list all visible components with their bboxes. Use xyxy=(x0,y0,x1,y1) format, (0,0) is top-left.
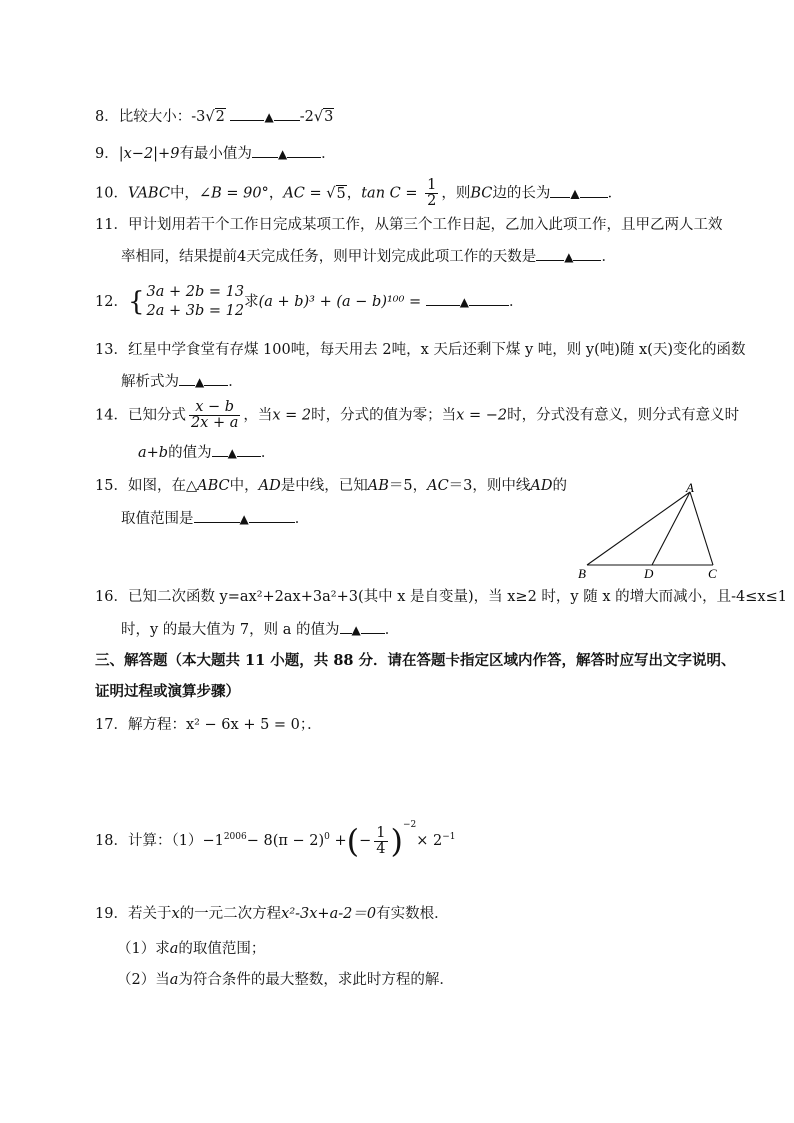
answer-blank[interactable] xyxy=(252,143,278,158)
q11: 11．甲计划用若干个工作日完成某项工作，从第三个工作日起，乙加入此项工作，且甲乙两人工效 xyxy=(95,217,723,233)
q15-line2: 取值范围是 ▲ ． xyxy=(121,508,309,529)
answer-blank[interactable] xyxy=(194,508,240,523)
q16: 16．已知二次函数 y=ax²+2ax+3a²+3(其中 x 是自变量)，当 x≥2 时，y 随 x 的增大而减小，且-4≤x≤1 xyxy=(95,589,787,605)
side-ac xyxy=(690,492,713,565)
q19: 19．若关于x的一元二次方程x²-3x+a-2＝0有实数根． xyxy=(95,906,449,922)
label-a: A xyxy=(686,480,694,495)
answer-blank[interactable] xyxy=(179,371,195,386)
q16-line2: 时，y 的最大值为 7，则 a 的值为 ▲ ． xyxy=(121,619,399,640)
equation-system: 3a + 2b = 13 2a + 3b = 12 xyxy=(146,284,245,319)
fraction: $\frac{1}{4}$ xyxy=(376,824,386,857)
answer-blank[interactable] xyxy=(230,106,264,121)
triangle-figure xyxy=(575,480,725,580)
section-heading-line2: 证明过程或演算步骤） xyxy=(95,683,240,700)
q18: 18．计算：$(1)-1^{2006}- 8(\pi - 2)^0$ +(− $\frac{1}{4}$ )$^{-2}\times 2^{-1}$ xyxy=(95,820,456,860)
q17: 17．解方程：x² − 6x + 5 = 0；． xyxy=(95,717,322,733)
answer-blank[interactable] xyxy=(212,442,228,457)
q19-sub1: （1）求a的取值范围； xyxy=(117,941,266,957)
section-heading: 三、解答题（本大题共 11 小题，共 88 分．请在答题卡指定区域内作答，解答时应写出文字说明、 xyxy=(95,652,736,669)
label-c: C xyxy=(708,566,717,580)
q11-line2: 率相同，结果提前4天完成任务，则甲计划完成此项工作的天数是 ▲ ． xyxy=(121,246,616,267)
q10: 10．VABC中，∠B = 90°，AC = √5，tan C = $\frac{1}{2}$ ，则BC边的长为 ▲ ． xyxy=(95,177,623,209)
q13-line2: 解析式为 ▲ ． xyxy=(121,371,243,392)
fraction: $\frac{1}{2}$ xyxy=(427,177,437,209)
answer-blank[interactable] xyxy=(550,183,570,198)
fraction: $\frac{x - b}{2x + a}$ xyxy=(190,399,239,431)
median-ad xyxy=(652,492,690,565)
q13: 13．红星中学食堂有存煤 100吨，每天用去 2吨，x 天后还剩下煤 y 吨，则 y(吨)随 x(天)变化的函数 xyxy=(95,342,746,358)
q14: 14．已知分式 $\frac{x - b}{2x + a}$ ，当x = 2时，分式的值为零；当x = −2时，分式没有意义，则分式有意义时 xyxy=(95,399,740,431)
q19-sub2: （2）当a为符合条件的最大整数，求此时方程的解． xyxy=(117,972,454,988)
answer-blank[interactable] xyxy=(340,619,352,634)
q12: 12．{ 3a + 2b = 13 2a + 3b = 12 求(a + b)³ + (a − b)¹⁰⁰ = ▲ ． xyxy=(95,284,524,319)
q14-line2: a+b的值为 ▲ ． xyxy=(138,442,275,463)
answer-blank[interactable] xyxy=(426,291,460,306)
q15: 15．如图，在△ABC中，AD是中线，已知AB＝5，AC＝3，则中线AD的 xyxy=(95,478,568,494)
q9: 9．|x−2|+9有最小值为 ▲ ． xyxy=(95,143,336,164)
side-ba xyxy=(587,492,690,565)
label-d: D xyxy=(644,566,654,580)
label-b: B xyxy=(578,566,586,580)
q8: 8．比较大小：-3√2 ▲ -2√3 xyxy=(95,106,334,127)
answer-blank[interactable] xyxy=(536,246,564,261)
